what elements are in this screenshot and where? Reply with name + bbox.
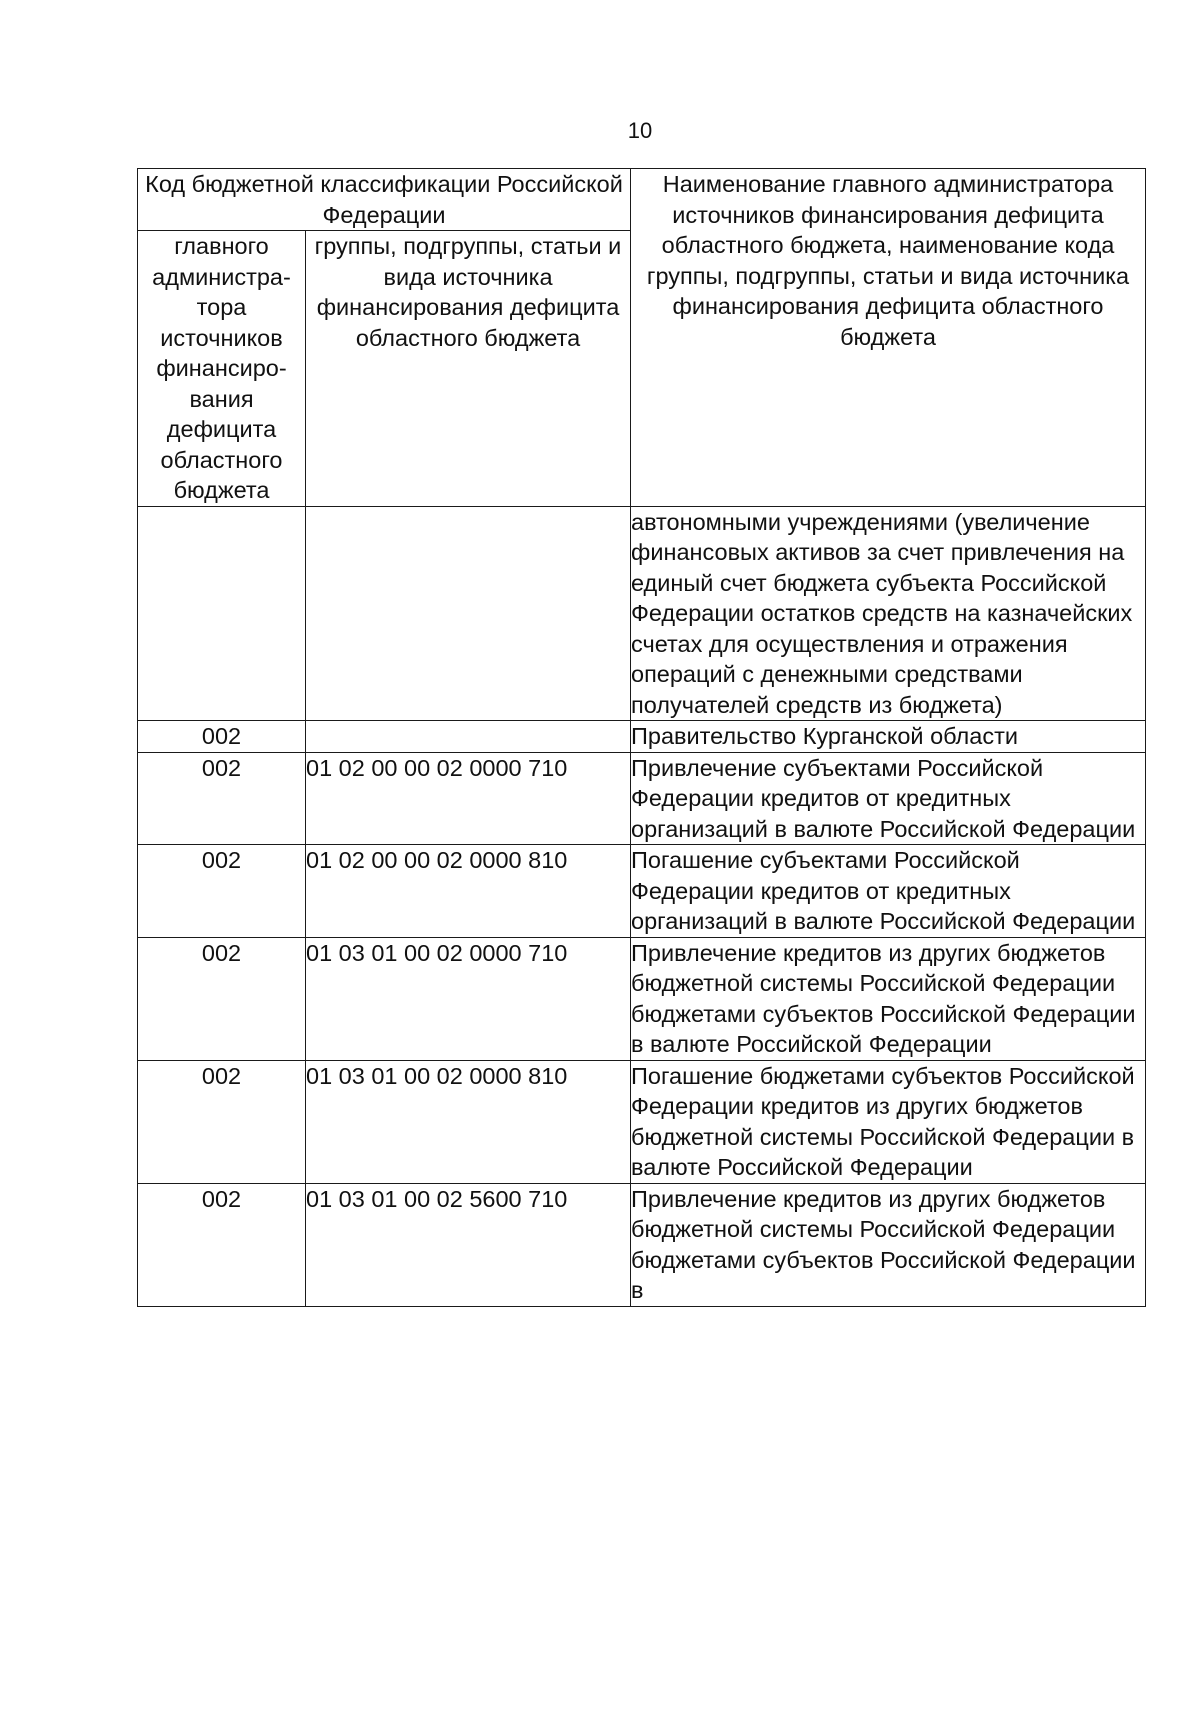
- cell-name: Погашение субъектами Российской Федерации кредитов от кредитных организаций в валюте Российской Федерации: [631, 845, 1146, 938]
- header-code-column: группы, подгруппы, статьи и вида источника финансирования дефицита областного бюджета: [306, 231, 631, 507]
- cell-admin-code: 002: [138, 752, 306, 845]
- cell-name: Правительство Курганской области: [631, 721, 1146, 753]
- cell-source-code: [306, 506, 631, 721]
- cell-source-code: [306, 721, 631, 753]
- table-row: [138, 752, 1146, 845]
- page-number: 10: [627, 118, 653, 143]
- cell-admin-code: 002: [138, 1183, 306, 1306]
- header-group-title: Код бюджетной классификации Российской Федерации: [138, 169, 631, 231]
- table-row: [138, 506, 1146, 721]
- header-admin-column: главного администра-тора источников финансиро-вания дефицита областного бюджета: [138, 231, 306, 507]
- cell-name: автономными учреждениями (увеличение финансовых активов за счет привлечения на единый счет бюджета субъекта Российской Федерации остатков средств на казначейских счетах для осуществления и отражения операций с денежными средствами получателей средств из бюджета): [631, 506, 1146, 721]
- cell-name: Привлечение кредитов из других бюджетов бюджетной системы Российской Федерации бюджетами субъектов Российской Федерации в валюте Российской Федерации: [631, 937, 1146, 1060]
- budget-classification-table: [137, 168, 1146, 1307]
- cell-admin-code: 002: [138, 937, 306, 1060]
- table-row: [138, 1060, 1146, 1183]
- table-row: [138, 845, 1146, 938]
- table-header: [138, 169, 1146, 507]
- cell-source-code: 01 03 01 00 02 0000 810: [306, 1060, 631, 1183]
- table-row: [138, 721, 1146, 753]
- cell-admin-code: 002: [138, 721, 306, 753]
- table-body: [138, 506, 1146, 1306]
- cell-name: Привлечение кредитов из других бюджетов бюджетной системы Российской Федерации бюджетами субъектов Российской Федерации в: [631, 1183, 1146, 1306]
- cell-admin-code: [138, 506, 306, 721]
- table-row: [138, 937, 1146, 1060]
- cell-source-code: 01 02 00 00 02 0000 710: [306, 752, 631, 845]
- cell-source-code: 01 03 01 00 02 5600 710: [306, 1183, 631, 1306]
- cell-admin-code: 002: [138, 845, 306, 938]
- cell-source-code: 01 03 01 00 02 0000 710: [306, 937, 631, 1060]
- header-name-column: Наименование главного администратора источников финансирования дефицита областного бюджета, наименование кода группы, подгруппы, статьи и вида источника финансирования дефицита областного бюджета: [631, 169, 1146, 507]
- cell-name: Привлечение субъектами Российской Федерации кредитов от кредитных организаций в валюте Российской Федерации: [631, 752, 1146, 845]
- table-row: [138, 1183, 1146, 1306]
- cell-source-code: 01 02 00 00 02 0000 810: [306, 845, 631, 938]
- cell-name: Погашение бюджетами субъектов Российской Федерации кредитов из других бюджетов бюджетной системы Российской Федерации в валюте Российской Федерации: [631, 1060, 1146, 1183]
- cell-admin-code: 002: [138, 1060, 306, 1183]
